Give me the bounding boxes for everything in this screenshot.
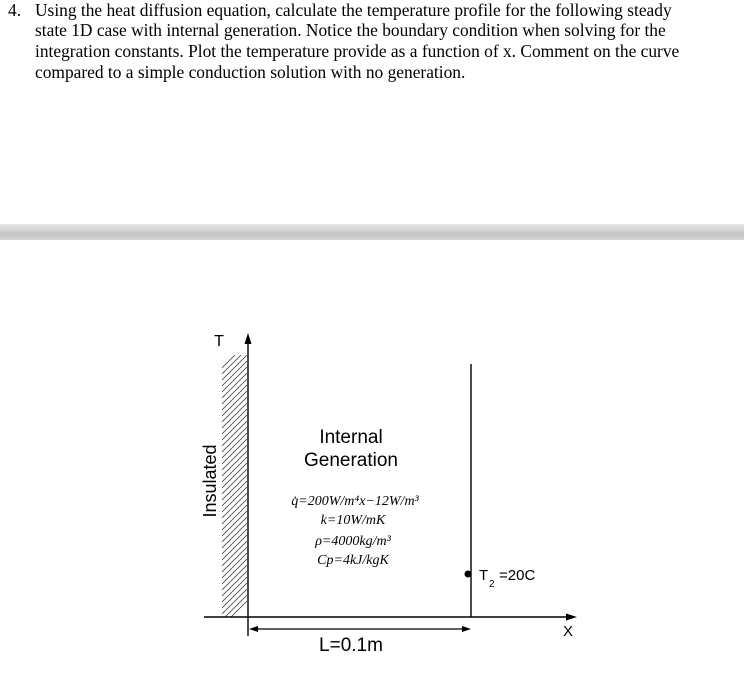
- length-arrow-right: [462, 626, 471, 632]
- density: ρ=4000kg/m³: [315, 534, 391, 549]
- problem-line-2: state 1D case with internal generation. Notice the boundary condition when solving for the: [35, 20, 666, 40]
- boundary-temperature-label: [479, 567, 535, 590]
- problem-number: 4.: [8, 0, 22, 20]
- t2-subscript: 2: [489, 579, 495, 590]
- generation-title-line-1: Internal: [319, 427, 383, 448]
- insulation-hatch: [222, 343, 247, 626]
- x-axis-label: X: [562, 623, 574, 640]
- insulated-label: Insulated: [200, 444, 220, 518]
- generation-rate: q̇=200W/m⁴x−12W/m³: [291, 494, 419, 509]
- x-axis-arrowhead: [566, 614, 577, 621]
- thermal-conductivity: k=10W/mK: [320, 513, 386, 528]
- t2-value: =20C: [499, 567, 536, 584]
- problem-line-3: integration constants. Plot the temperature provide as a function of x. Comment on the curve: [35, 41, 680, 61]
- problem-line-1: Using the heat diffusion equation, calculate the temperature profile for the following steady: [35, 0, 672, 20]
- problem-line-4: compared to a simple conduction solution with no generation.: [35, 62, 466, 82]
- length-arrow-left: [249, 626, 258, 632]
- t-axis-arrowhead: [245, 333, 252, 344]
- length-label: L=0.1m: [319, 635, 383, 656]
- specific-heat: Cp=4kJ/kgK: [317, 553, 389, 568]
- generation-title-line-2: Generation: [303, 450, 399, 471]
- boundary-point-marker: [465, 571, 472, 578]
- t-axis-label: T: [214, 333, 224, 350]
- t2-symbol: T: [479, 567, 489, 584]
